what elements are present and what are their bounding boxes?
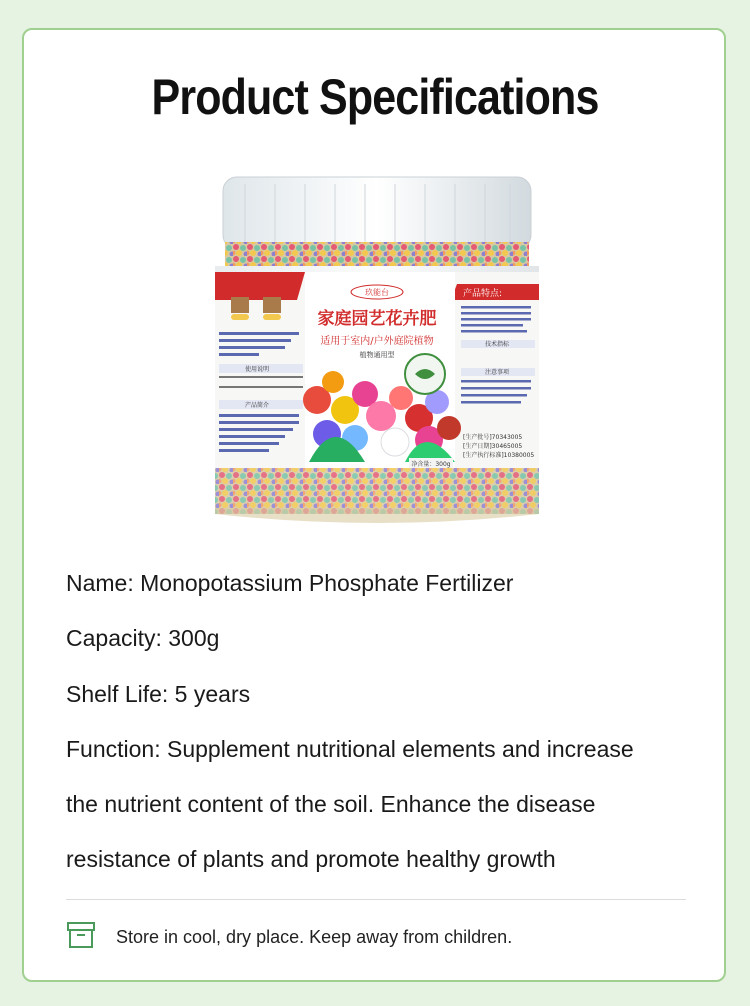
- label-code-1: [生产批号]70343005: [463, 434, 523, 441]
- label-code-3: [生产执行标准]10380005: [463, 452, 535, 459]
- label-right-header: 产品特点:: [463, 289, 503, 299]
- spec-function-line-1: Function: Supplement nutritional elements and increase: [66, 736, 634, 762]
- label-title: 家庭园艺花卉肥: [317, 309, 437, 329]
- spec-capacity: Capacity: 300g: [66, 625, 220, 651]
- spec-function-line-3: resistance of plants and promote healthy growth: [66, 846, 556, 872]
- fertilizer-jar-image: [205, 172, 550, 534]
- label-sub2: 植物通用型: [359, 351, 395, 359]
- label-right-sub-2: 注意事项: [485, 369, 510, 376]
- storage-box-icon: [66, 920, 96, 950]
- spec-name: Name: Monopotassium Phosphate Fertilizer: [66, 570, 514, 596]
- page-title: Product Specifications: [151, 69, 599, 125]
- spec-function-line-2: the nutrient content of the soil. Enhance the disease: [66, 791, 596, 817]
- label-left-header-1: 使用说明: [245, 366, 270, 373]
- label-subtitle: 适用于室内/户外庭院植物: [320, 336, 434, 347]
- spec-shelf-life: Shelf Life: 5 years: [66, 681, 251, 707]
- label-left-header-2: 产品简介: [245, 402, 270, 409]
- label-code-2: [生产日期]30465005: [463, 443, 523, 450]
- divider: [66, 899, 686, 900]
- label-right-sub-1: 技术指标: [485, 341, 510, 348]
- label-brand: 玖能台: [365, 288, 389, 297]
- label-weight: 净含量：300g: [411, 461, 451, 468]
- storage-note: Store in cool, dry place. Keep away from children.: [116, 927, 513, 947]
